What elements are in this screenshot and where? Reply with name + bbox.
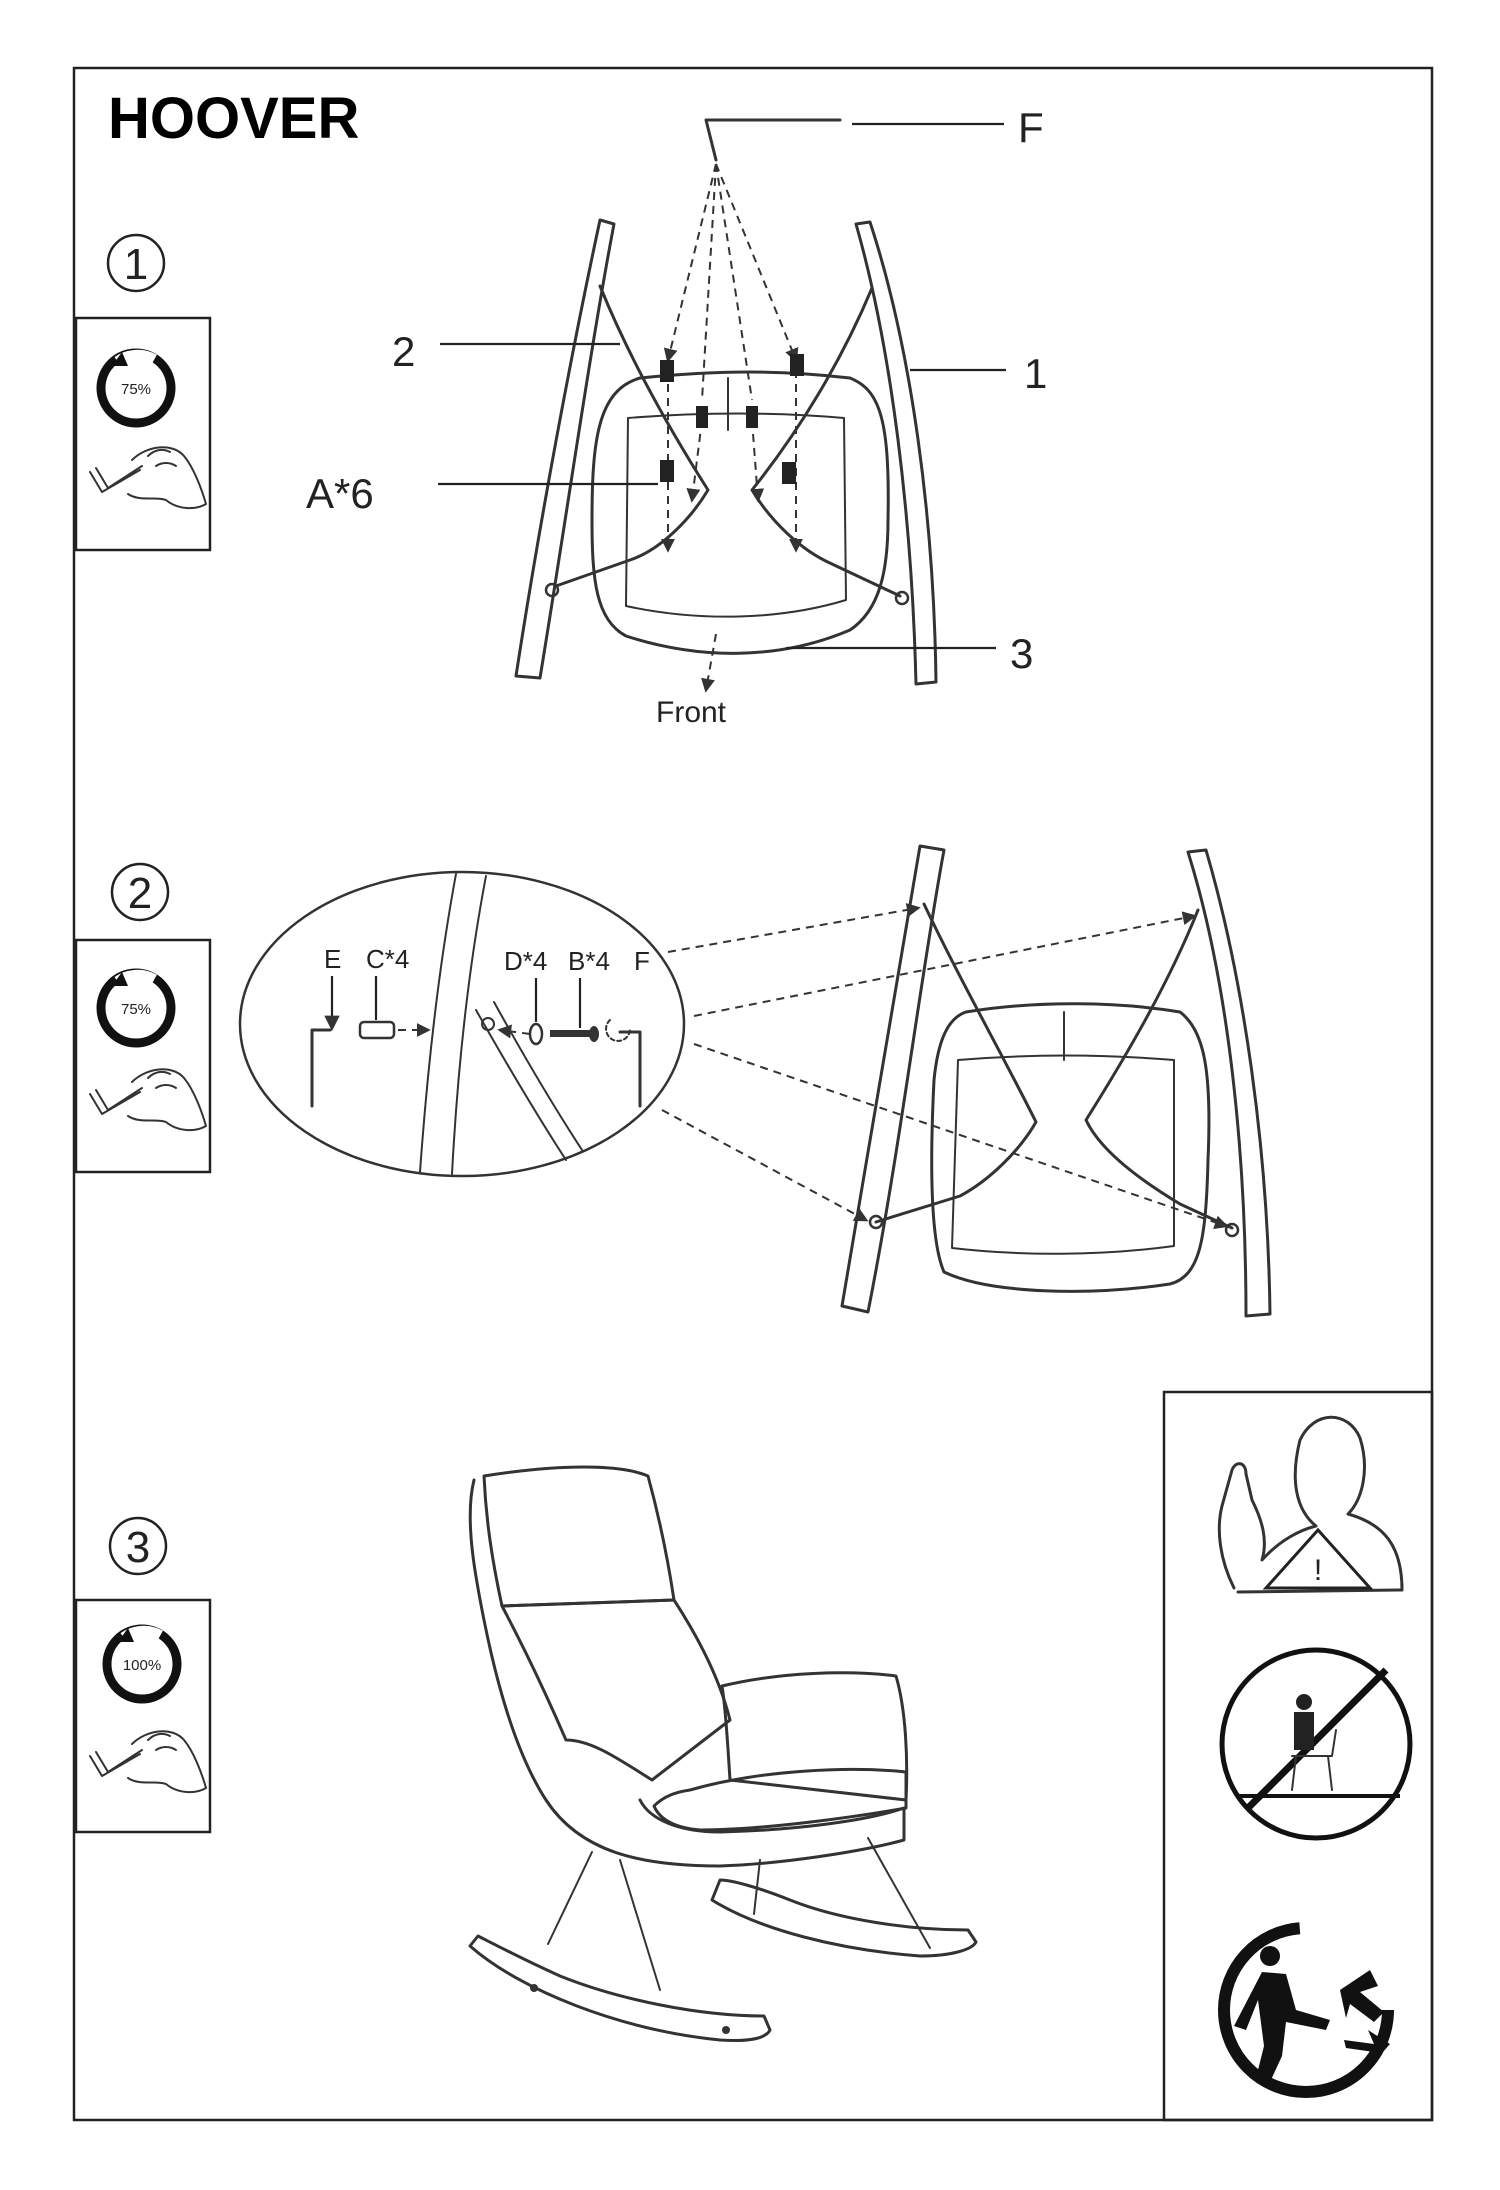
screw-guides [668, 164, 796, 690]
allen-key-f [706, 120, 840, 160]
page-frame [74, 68, 1432, 2120]
allen-key-hand-icon [90, 447, 206, 508]
step-2-diagram [662, 846, 1270, 1316]
allen-key-hand-icon [90, 1069, 206, 1130]
step-1-tool-panel [76, 318, 210, 550]
step-1 [76, 104, 1047, 729]
allen-key-hand-icon [90, 1731, 206, 1792]
svg-text:A*6: A*6 [306, 470, 374, 517]
leg-frame-right [752, 288, 900, 596]
no-standing-icon [1222, 1650, 1410, 1838]
rotate-tighten-icon [101, 972, 171, 1043]
leg-frame-right [1086, 910, 1232, 1228]
svg-text:2: 2 [127, 869, 153, 918]
svg-text:E: E [324, 944, 342, 974]
recycle-person-icon [1224, 1928, 1390, 2092]
svg-text:F: F [634, 946, 650, 976]
step-2-number [112, 864, 168, 920]
safety-icons-panel [1164, 1392, 1432, 2120]
svg-text:1: 1 [123, 240, 149, 289]
svg-text:3: 3 [1010, 630, 1034, 677]
bolt-b [550, 946, 610, 1042]
svg-text:D*4: D*4 [504, 946, 548, 976]
washer-d [504, 946, 547, 1044]
allen-key-f [606, 946, 650, 1106]
step-2-tool-panel [76, 940, 210, 1172]
svg-text:F: F [1018, 104, 1044, 151]
assembled-rocking-chair [470, 1467, 976, 2041]
rotate-tighten-icon [101, 352, 171, 423]
step-3-number [110, 1518, 166, 1574]
svg-text:100%: 100% [122, 1657, 162, 1674]
svg-text:75%: 75% [120, 1001, 152, 1018]
step-2 [76, 846, 1270, 1316]
hardware-detail-callout [240, 872, 684, 1176]
warning-person-icon [1219, 1417, 1402, 1592]
svg-text:1: 1 [1024, 350, 1048, 397]
svg-text:Front: Front [656, 696, 727, 729]
barrel-nut-c [360, 944, 428, 1038]
svg-text:3: 3 [125, 1523, 151, 1572]
step-3-tool-panel [76, 1600, 210, 1832]
step-1-number [108, 235, 164, 291]
svg-text:B*4: B*4 [568, 946, 610, 976]
rocker-left [516, 220, 614, 678]
svg-text:C*4: C*4 [366, 944, 410, 974]
allen-key-e [312, 944, 341, 1106]
seat-shell [932, 1004, 1209, 1292]
step-1-diagram [306, 104, 1047, 729]
svg-text:2: 2 [392, 328, 416, 375]
page-title: HOOVER [108, 86, 360, 151]
step-3 [76, 1467, 976, 2041]
svg-text:!: ! [1313, 1554, 1323, 1587]
svg-text:75%: 75% [120, 381, 152, 398]
rotate-tighten-icon [107, 1628, 177, 1699]
